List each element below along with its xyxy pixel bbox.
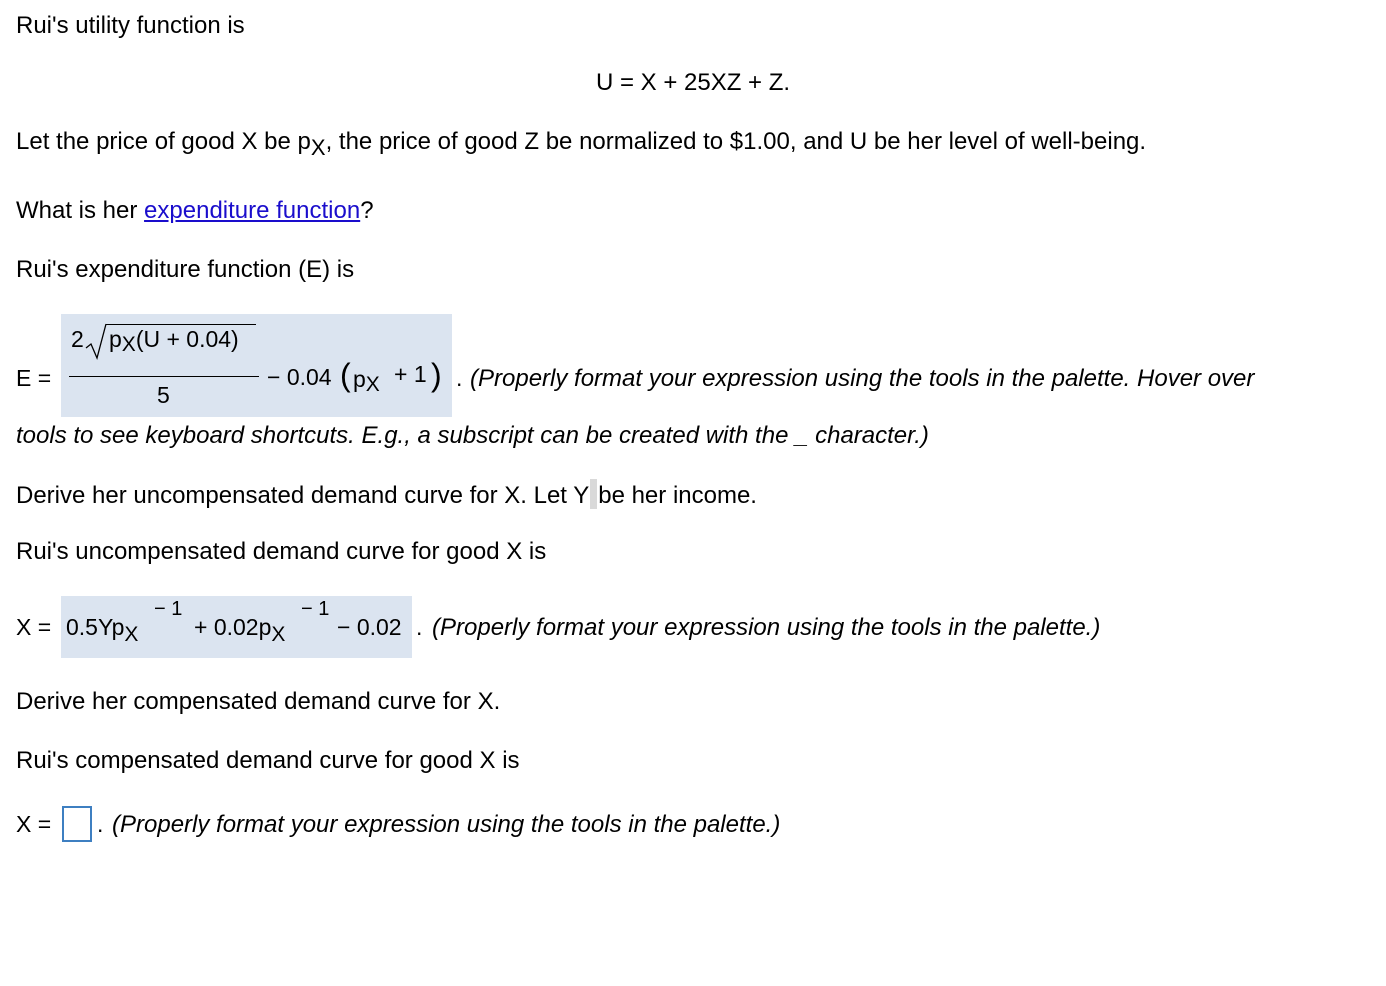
format-hint-1b: tools to see keyboard shortcuts. E.g., a subscript can be created with the _ character.) [16, 422, 929, 449]
compensated-answer-input[interactable] [62, 806, 92, 842]
prices-text: Let the price of good X be pX, the price of good Z be normalized to $1.00, and U be her level of well-being. [16, 128, 1147, 160]
compensated-period: . [97, 811, 104, 837]
radicand: pX(U + 0.04) [109, 326, 239, 356]
radical-sign-icon [85, 322, 107, 362]
expenditure-period: . [456, 365, 463, 391]
exponent-2: − 1 [301, 598, 330, 620]
question-expenditure: What is her expenditure function? [16, 197, 374, 224]
uncompensated-answer-field[interactable] [61, 596, 412, 658]
expenditure-answer-label: Rui's expenditure function (E) is [16, 256, 355, 283]
expenditure-lhs: E = [16, 365, 52, 391]
compensated-answer-label: Rui's compensated demand curve for good X is [16, 747, 520, 774]
text-cursor [590, 479, 597, 509]
denominator: 5 [157, 382, 170, 408]
uncompensated-lhs: X = [16, 614, 52, 640]
expenditure-answer-field[interactable] [61, 314, 452, 417]
intro-text: Rui's utility function is [16, 12, 245, 39]
compensated-lhs: X = [16, 811, 52, 837]
uncompensated-period: . [416, 614, 423, 640]
numerator-coefficient: 2 [71, 326, 84, 352]
term-1: 0.5YpX [66, 614, 139, 646]
fraction-bar [69, 376, 259, 377]
term-2: + 0.02pX [194, 614, 286, 646]
minus-term: − 0.04 [267, 364, 332, 390]
question-uncompensated: Derive her uncompensated demand curve for X. Let Y be her income. [16, 479, 757, 511]
format-hint-2: (Properly format your expression using the tools in the palette.) [432, 614, 1101, 641]
format-hint-3: (Properly format your expression using the tools in the palette.) [112, 811, 781, 838]
exponent-1: − 1 [154, 598, 183, 620]
open-paren: ( [340, 357, 351, 393]
utility-equation: U = X + 25XZ + Z. [595, 69, 791, 96]
question-compensated: Derive her compensated demand curve for X. [16, 688, 501, 715]
uncompensated-answer-label: Rui's uncompensated demand curve for good X is [16, 538, 547, 565]
paren-contents: pX [353, 366, 380, 396]
paren-plus-one: + 1 [394, 361, 427, 387]
term-3: − 0.02 [337, 614, 402, 640]
radical-overbar [106, 324, 256, 325]
expenditure-function-link[interactable]: expenditure function [144, 197, 361, 224]
close-paren: ) [431, 357, 442, 393]
format-hint-1a: (Properly format your expression using the tools in the palette. Hover over [470, 365, 1255, 392]
